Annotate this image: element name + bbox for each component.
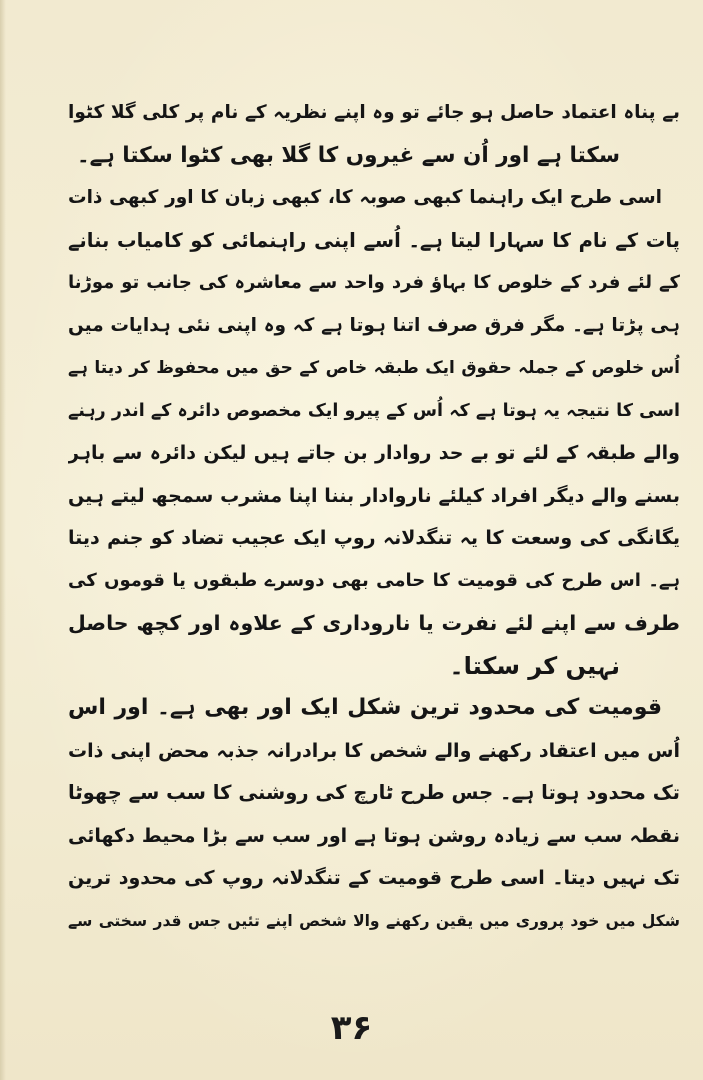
text-line-15: قومیت کی محدود ترین شکل ایک اور بھی ہے۔ اور اس: [68, 695, 662, 720]
text-line-7: اُس خلوص کے جملہ حقوق ایک طبقہ خاص کے حق میں محفوظ کر دیتا ہے: [68, 358, 680, 378]
page-text-body: [68, 92, 680, 942]
text-line-20: شکل میں خود پروری میں یقین رکھنے والا شخص اپنے تئیں جس قدر سختی سے: [68, 911, 680, 930]
text-line-9: والے طبقہ کے لئے تو بے حد روادار بن جاتے ہیں لیکن دائرہ سے باہر: [68, 442, 680, 464]
text-line-16: اُس میں اعتقاد رکھنے والے شخص کا برادرانہ جذبہ محض اپنی ذات: [68, 739, 680, 762]
page-number: ۳۶: [330, 1008, 373, 1048]
page-binding-edge: [0, 0, 6, 1080]
text-line-3: اسی طرح ایک راہنما کبھی صوبہ کا، کبھی زبان کا اور کبھی ذات: [68, 187, 662, 208]
text-line-17: تک محدود ہوتا ہے۔ جس طرح ٹارچ کی روشنی کا سب سے چھوٹا: [68, 781, 680, 804]
text-line-19: تک نہیں دیتا۔ اسی طرح قومیت کے تنگدلانہ روپ کی محدود ترین: [68, 867, 680, 889]
text-line-8: اسی کا نتیجہ یہ ہوتا ہے کہ اُس کے پیرو ایک مخصوص دائرہ کے اندر رہنے: [68, 400, 680, 421]
text-line-13: طرف سے اپنے لئے نفرت یا ناروداری کے علاوہ اور کچھ حاصل: [68, 611, 680, 635]
text-line-11: یگانگی کی وسعت کا یہ تنگدلانہ روپ ایک عجیب تضاد کو جنم دیتا: [68, 527, 680, 549]
text-line-18: نقطہ سب سے زیادہ روشن ہوتا ہے اور سب سے بڑا محیط دکھائی: [68, 824, 680, 847]
text-line-4: پات کے نام کا سہارا لیتا ہے۔ اُسے اپنی راہنمائی کو کامیاب بنانے: [68, 228, 680, 252]
text-line-2: سکتا ہے اور اُن سے غیروں کا گلا بھی کٹوا سکتا ہے۔: [77, 142, 620, 168]
text-line-5: کے لئے فرد کے خلوص کا بہاؤ فرد واحد سے معاشرہ کی جانب تو موڑنا: [68, 272, 680, 293]
text-line-6: ہی پڑتا ہے۔ مگر فرق صرف اتنا ہوتا ہے کہ وہ اپنی نئی ہدایات میں: [68, 314, 680, 336]
text-line-1: بے پناہ اعتماد حاصل ہو جائے تو وہ اپنے نظریہ کے نام پر کلی گلا کٹوا: [68, 102, 680, 123]
text-line-10: بسنے والے دیگر افراد کیلئے ناروادار بننا اپنا مشرب سمجھ لیتے ہیں: [68, 484, 680, 507]
text-line-12: ہے۔ اس طرح کی قومیت کا حامی بھی دوسرے طبقوں یا قوموں کی: [68, 569, 680, 591]
text-line-14: نہیں کر سکتا۔: [449, 651, 620, 680]
